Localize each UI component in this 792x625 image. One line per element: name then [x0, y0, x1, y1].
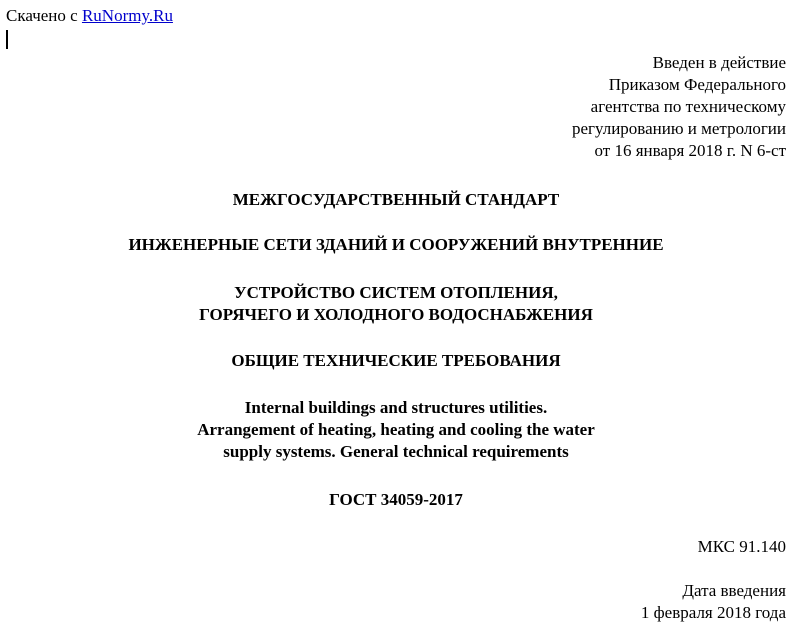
- approval-line-3: агентства по техническому: [590, 97, 786, 116]
- approval-block: [572, 52, 786, 162]
- approval-line-1: Введен в действие: [652, 53, 786, 72]
- english-title-line-2: Arrangement of heating, heating and cooling the water: [197, 420, 595, 439]
- subject-heading-line-1: УСТРОЙСТВО СИСТЕМ ОТОПЛЕНИЯ,: [234, 283, 558, 302]
- runormy-link[interactable]: RuNormy.Ru: [81, 6, 173, 25]
- requirements-heading: ОБЩИЕ ТЕХНИЧЕСКИЕ ТРЕБОВАНИЯ: [231, 351, 561, 370]
- effective-date-block: [641, 580, 786, 624]
- section-heading: ИНЖЕНЕРНЫЕ СЕТИ ЗДАНИЙ И СООРУЖЕНИЙ ВНУТРЕННИЕ: [128, 235, 664, 254]
- english-title-line-3: supply systems. General technical requirements: [223, 442, 569, 461]
- download-source-line: [6, 6, 173, 26]
- gost-number: ГОСТ 34059-2017: [329, 490, 463, 509]
- text-cursor: [6, 30, 8, 49]
- approval-line-5: от 16 января 2018 г. N 6-ст: [594, 141, 786, 160]
- download-prefix-text: Скачено с: [6, 6, 82, 25]
- approval-line-4: регулированию и метрологии: [571, 119, 786, 138]
- mks-code: МКС 91.140: [697, 537, 786, 556]
- standard-type-heading: МЕЖГОСУДАРСТВЕННЫЙ СТАНДАРТ: [232, 190, 560, 209]
- approval-line-2: Приказом Федерального: [608, 75, 786, 94]
- subject-heading: [0, 282, 792, 326]
- subject-heading-line-2: ГОРЯЧЕГО И ХОЛОДНОГО ВОДОСНАБЖЕНИЯ: [199, 305, 593, 324]
- effective-date-label: Дата введения: [682, 581, 786, 600]
- english-title-line-1: Internal buildings and structures utilities.: [244, 398, 548, 417]
- effective-date-value: 1 февраля 2018 года: [640, 603, 786, 622]
- english-title: [0, 397, 792, 463]
